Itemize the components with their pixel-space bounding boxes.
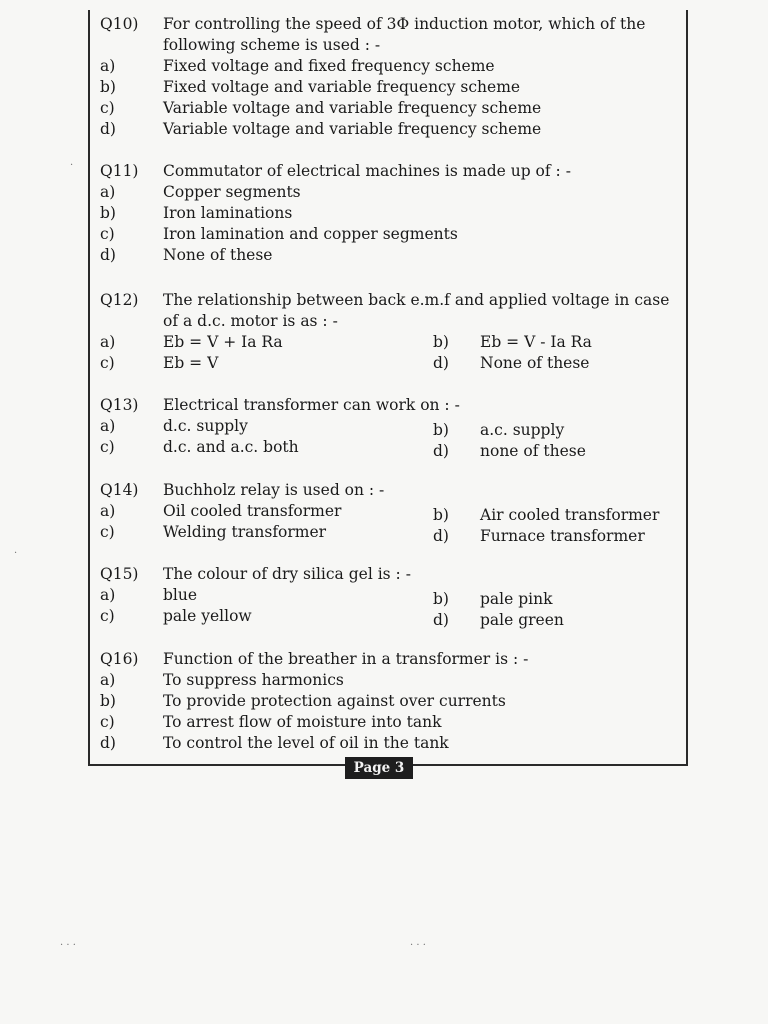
option-label: b) <box>100 692 116 710</box>
option-text: Eb = V <box>163 354 219 372</box>
option-text: Copper segments <box>163 183 301 201</box>
option-label: a) <box>100 333 116 351</box>
question-number: Q11) <box>100 162 139 180</box>
option-text: Eb = V - Ia Ra <box>480 333 592 351</box>
question-number: Q12) <box>100 291 139 309</box>
option-label: b) <box>433 506 449 524</box>
question-number: Q15) <box>100 565 139 583</box>
option-text: pale pink <box>480 590 553 608</box>
option-label: c) <box>100 225 115 243</box>
option-text: d.c. supply <box>163 417 248 435</box>
question-number: Q13) <box>100 396 139 414</box>
option-label: d) <box>433 354 449 372</box>
option-label: b) <box>433 421 449 439</box>
question-text: Commutator of electrical machines is made up of : - <box>163 162 571 180</box>
option-label: d) <box>100 120 116 138</box>
option-text: d.c. and a.c. both <box>163 438 299 456</box>
option-label: c) <box>100 713 115 731</box>
option-label: a) <box>100 417 116 435</box>
option-label: c) <box>100 607 115 625</box>
option-label: b) <box>433 590 449 608</box>
option-text: To arrest flow of moisture into tank <box>163 713 442 731</box>
option-text: Fixed voltage and variable frequency scheme <box>163 78 521 96</box>
question-number: Q14) <box>100 481 139 499</box>
option-text: To provide protection against over currents <box>163 692 506 710</box>
option-text: Oil cooled transformer <box>163 502 342 520</box>
page-number-label: Page 3 <box>345 757 413 779</box>
question-text: Electrical transformer can work on : - <box>163 396 460 414</box>
question-number: Q10) <box>100 15 139 33</box>
option-label: b) <box>100 204 116 222</box>
option-label: a) <box>100 502 116 520</box>
option-label: d) <box>433 527 449 545</box>
question-text: The colour of dry silica gel is : - <box>163 565 411 583</box>
option-text: Eb = V + Ia Ra <box>163 333 283 351</box>
question-number: Q16) <box>100 650 139 668</box>
option-label: c) <box>100 354 115 372</box>
option-label: c) <box>100 99 115 117</box>
option-label: a) <box>100 671 116 689</box>
scan-speck: · · · <box>60 940 76 951</box>
question-text: For controlling the speed of 3Φ induction motor, which of the following scheme is used : - <box>163 15 646 54</box>
option-text: pale green <box>480 611 564 629</box>
scan-speck: · · · <box>410 940 426 951</box>
option-label: a) <box>100 586 116 604</box>
option-text: None of these <box>163 246 273 264</box>
option-text: Iron laminations <box>163 204 293 222</box>
question-text: The relationship between back e.m.f and applied voltage in case of a d.c. motor is as : - <box>163 291 670 330</box>
option-label: d) <box>100 246 116 264</box>
option-text: pale yellow <box>163 607 252 625</box>
option-label: d) <box>100 734 116 752</box>
option-text: Air cooled transformer <box>480 506 660 524</box>
option-text: Iron lamination and copper segments <box>163 225 458 243</box>
option-label: a) <box>100 183 116 201</box>
option-label: d) <box>433 611 449 629</box>
option-text: To control the level of oil in the tank <box>163 734 449 752</box>
option-text: blue <box>163 586 198 604</box>
option-text: None of these <box>480 354 590 372</box>
option-label: b) <box>433 333 449 351</box>
option-text: Welding transformer <box>163 523 327 541</box>
question-text: Buchholz relay is used on : - <box>163 481 385 499</box>
option-text: a.c. supply <box>480 421 565 439</box>
question-text: Function of the breather in a transformer is : - <box>163 650 529 668</box>
scan-speck: · <box>14 548 18 559</box>
option-label: a) <box>100 57 116 75</box>
option-text: Variable voltage and variable frequency scheme <box>163 120 542 138</box>
option-text: none of these <box>480 442 586 460</box>
option-text: Fixed voltage and fixed frequency scheme <box>163 57 495 75</box>
scan-speck: · <box>70 160 74 171</box>
option-label: c) <box>100 523 115 541</box>
option-text: Variable voltage and variable frequency scheme <box>163 99 542 117</box>
option-text: To suppress harmonics <box>163 671 344 689</box>
option-label: d) <box>433 442 449 460</box>
option-text: Furnace transformer <box>480 527 645 545</box>
option-label: b) <box>100 78 116 96</box>
option-label: c) <box>100 438 115 456</box>
